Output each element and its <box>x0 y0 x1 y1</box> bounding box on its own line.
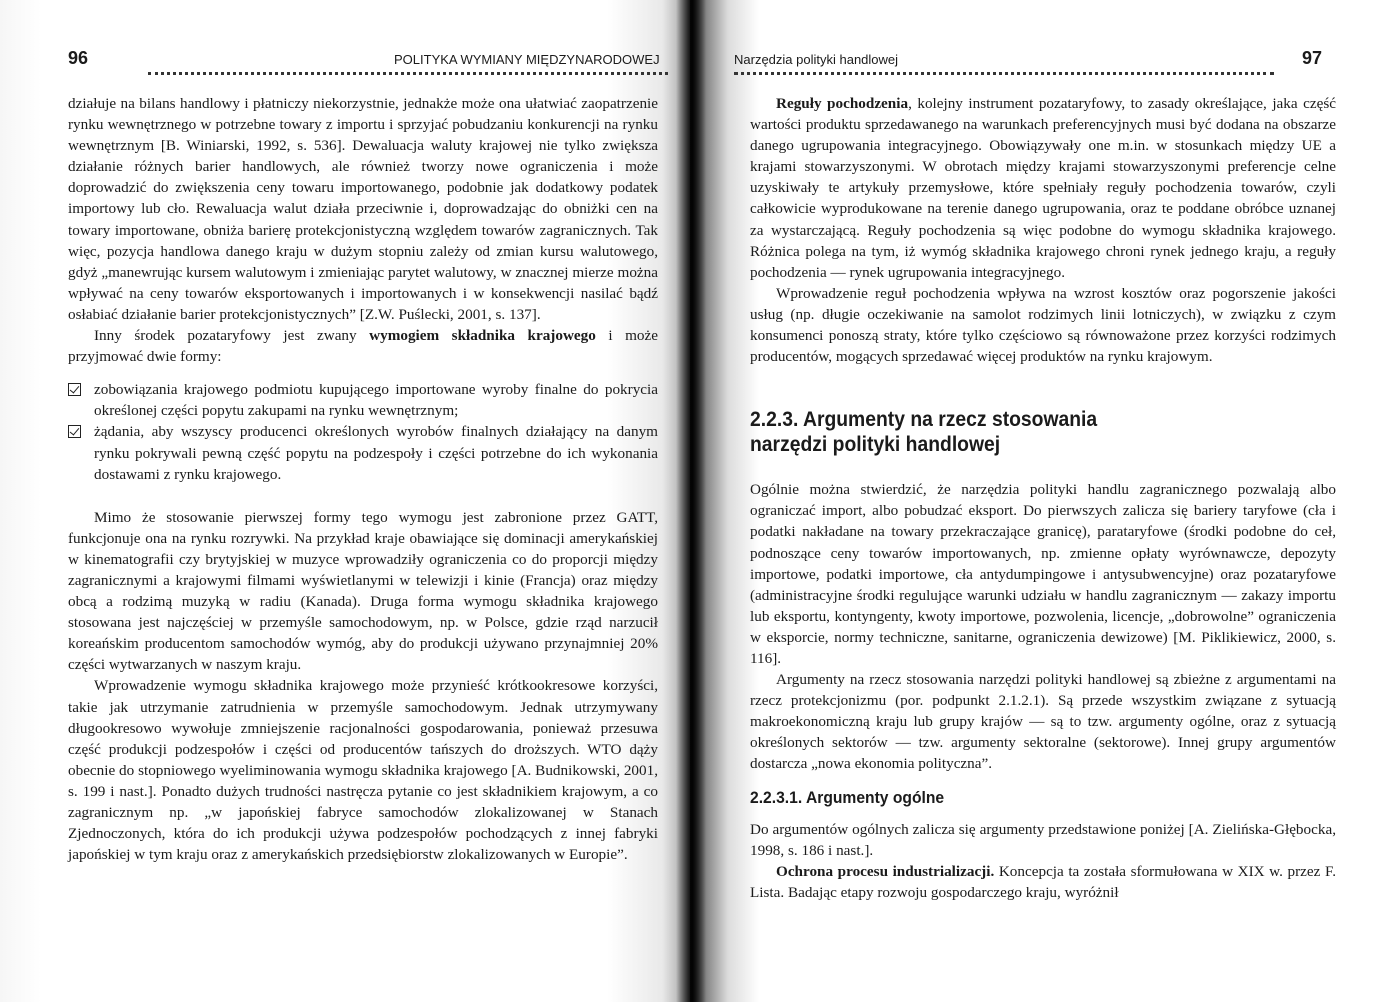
checkbox-icon <box>68 383 81 396</box>
paragraph: Wprowadzenie wymogu składnika krajowego może przynieść krótkookresowe korzyści, takie jak utrzymanie zatrudnienia w przemyśle samochodowym. Jednak utrzymywany długookresowo wywołuje zmniejszenie racjonalności gospodarowania, ponieważ przesuwa część produkcji podzespołów i części od producentów tańszych do droższych. WTO dąży obecnie do stopniowego wyeliminowania wymogu składnika krajowego [A. Budnikowski, 2001, s. 199 i nast.]. Ponadto dużych trudności nastręcza pytanie co jest składnikiem krajowym, a co zagranicznym np. „w japońskiej fabryce samochodów zlokalizowanej w Stanach Zjednoczonych, która do ich produkcji używa podzespołów pochodzących z innej fabryki japońskiej w tym kraju oraz z amerykańskich przedsiębiorstw zlokalizowanych w Europie”. <box>68 677 658 864</box>
paragraph: Ochrona procesu industrializacji. Koncepcja ta została sformułowana w XIX w. przez F. Lista. Badając etapy rozwoju gospodarczego kraju, wyróżnił <box>750 862 1336 901</box>
paragraph: Do argumentów ogólnych zalicza się argumenty przedstawione poniżej [A. Zielińska-Głębocka, 1998, s. 186 i nast.]. <box>750 820 1336 859</box>
dotted-rule-right <box>734 72 1274 76</box>
dotted-rule-left <box>148 72 668 76</box>
left-text-column <box>68 93 658 865</box>
paragraph: Wprowadzenie reguł pochodzenia wpływa na wzrost kosztów oraz pogorszenie jakości usług (np. długie oczekiwanie na samolot rodzimych linii lotniczych), w związku z czym konsumenci ponoszą straty, które tylko częściowo są równoważone przez korzyści rodzimych producentów, mogących sprzedawać więcej produktów na rynku krajowym. <box>750 284 1336 366</box>
paragraph: Ogólnie można stwierdzić, że narzędzia polityki handlu zagranicznego pozwalają albo ograniczać import, albo pobudzać eksport. Do pierwszych zalicza się bariery taryfowe (cła i podatki nakładane na towary przekraczające granicę), parataryfowe (środki podobne do ceł, podnoszące ceny towarów importowanych, np. zmienne opłaty wyrównawcze, depozyty importowe, podatki importowe, cła antydumpingowe i antysubwencyjne) oraz pozataryfowe (administracyjne środki regulujące warunki udziału w handlu zagranicznym — zakazy importu lub eksportu, kontyngenty, kwoty importowe, pozwolenia, licencje, „dobrowolne” ograniczenia w eksporcie, normy techniczne, sanitarne, ograniczenia dewizowe) [M. Piklikiewicz, 2000, s. 116]. <box>750 481 1336 667</box>
left-page <box>0 0 690 1002</box>
book-gutter <box>676 0 706 1002</box>
page-number-right: 97 <box>1302 48 1323 68</box>
paragraph: Reguły pochodzenia, kolejny instrument pozataryfowy, to zasady określające, jaka część wartości produktu sprzedawanego na warunkach preferencyjnych musi być dodana na obszarze danego ugrupowania integracyjnego. Obowiązywały one m.in. w stosunkach między UE a krajami stowarzyszonymi. W obrotach między krajami stowarzyszonymi preferencje celne uzyskiwały te artykuły przemysłowe, które spełniały reguły pochodzenia towarów, czyli całkowicie wyprodukowane na terenie danego ugrupowania, oraz te poddane obróbce uznanej za wystarczającą. Reguły pochodzenia są więc podobne do wymogu składnika krajowego. Różnica polega na tym, iż wymóg składnika krajowego chroni rynek jednego kraju, a reguły pochodzenia — rynek ugrupowania integracyjnego. <box>750 95 1336 281</box>
right-text-column <box>750 93 1336 903</box>
subsection-heading: 2.2.3.1. Argumenty ogólne <box>750 787 945 807</box>
paragraph: działuje na bilans handlowy i płatniczy niekorzystnie, jednakże może ona ułatwiać zaopatrzenie rynku wewnętrznego w potrzebne towary z importu i sprzyjać pobudzaniu konkurencji na rynku wewnętrznym [B. Winiarski, 1992, s. 536]. Dewaluacja waluty krajowej nie tylko zwiększa działanie różnych barier handlowych, ale również tworzy nowe ograniczenia i może doprowadzić do zwiększenia ceny towaru importowanego, podobnie jak dodatkowy podatek importowy lub cło. Rewaluacja walut działa przeciwnie i, doprowadzając do obniżki cen na towary importowane, obniża barierę protekcjonistyczną względem towarów zagranicznych. Tak więc, pozycja handlowa danego kraju w dużym stopniu zależy od zmian kursu walutowego, gdyż „manewrując kursem walutowym i zmieniając parytet walutowy, w znacznej mierze można wpływać na ceny towarów eksportowanych i importowanych i w konsekwencji nasilać bądź osłabiać działanie barier protekcjonistycznych” [Z.W. Puślecki, 2001, s. 137]. <box>68 95 658 323</box>
list-item: zobowiązania krajowego podmiotu kupującego importowane wyroby finalne do pokrycia określonej części popytu zakupami na rynku wewnętrznym; <box>68 379 658 421</box>
section-heading: 2.2.3. Argumenty na rzecz stosowania narzędzi polityki handlowej <box>750 408 1098 457</box>
list-item: żądania, aby wszyscy producenci określonych wyrobów finalnych działający na danym rynku pokrywali pewną część popytu na podzespoły i części potrzebne do ich wykonania dostawami z rynku krajowego. <box>68 421 658 484</box>
page-number-left: 96 <box>68 48 89 68</box>
paragraph: Argumenty na rzecz stosowania narzędzi polityki handlowej są zbieżne z argumentami na rzecz protekcjonizmu (por. podpunkt 2.1.2.1). Są przede wszystkim związane z sytuacją makroekonomiczną kraju lub grupy krajów — są to tzw. argumenty ogólne, oraz z sytuacją określonych sektorów — tzw. argumenty sektoralne (sektorowe). Innej grupy argumentów dostarcza „nowa ekonomia polityczna”. <box>750 671 1336 773</box>
term-bold: Reguły pochodzenia <box>776 95 909 112</box>
running-head-left: POLITYKA WYMIANY MIĘDZYNARODOWEJ <box>394 52 660 67</box>
checkbox-icon <box>68 425 81 438</box>
term-bold: wymogiem składnika krajowego <box>369 327 596 345</box>
paragraph: Inny środek pozataryfowy jest zwany wymogiem składnika krajowego i może przyjmować dwie formy: <box>68 327 658 366</box>
paragraph: Mimo że stosowanie pierwszej formy tego wymogu jest zabronione przez GATT, funkcjonuje ona na rynku rozrywki. Na przykład kraje obawiające się dominacji amerykańskiej w kinematografii czy brytyjskiej w muzyce wprowadziły ograniczenia co do proporcji między zagranicznymi a krajowymi filmami wyświetlanymi w telewizji i kinie (Francja) oraz między obcą a rodzimą muzyką w radiu (Kanada). Druga forma wymogu składnika krajowego stosowana jest najczęściej w przemyśle samochodowym, np. w Polsce, gdzie rząd narzucił koreańskim producentom samochodów wymóg, aby do produkcji używano przynajmniej 20% części wytwarzanych w naszym kraju. <box>68 508 658 674</box>
right-page <box>690 0 1382 1002</box>
running-head-right: Narzędzia polityki handlowej <box>734 52 899 67</box>
term-bold: Ochrona procesu industrializacji. <box>776 862 995 880</box>
